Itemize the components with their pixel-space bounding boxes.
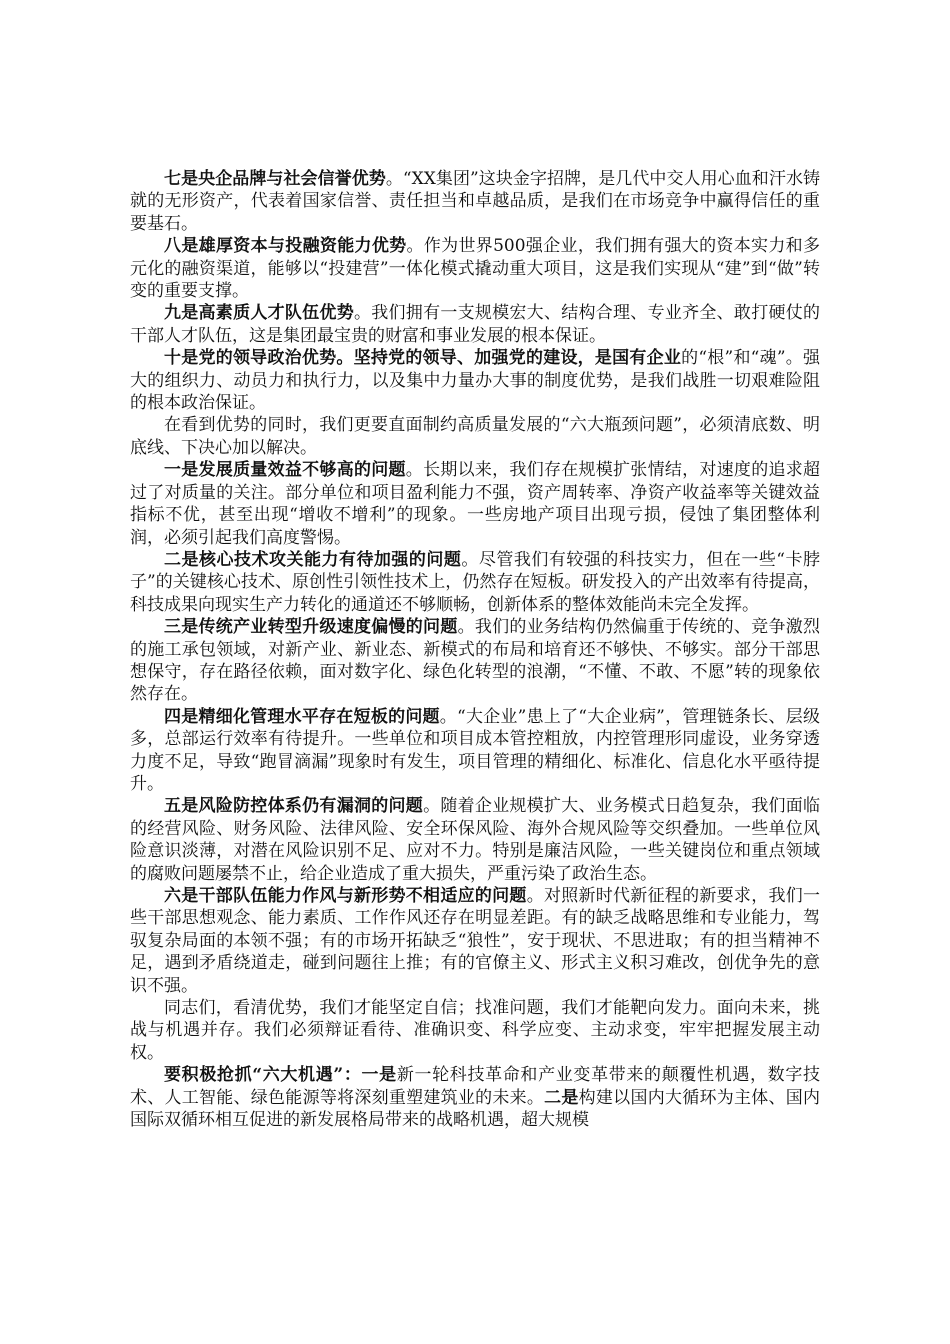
paragraph [130, 549, 820, 616]
paragraph-lead: 六是干部队伍能力作风与新形势不相适应的问题 [164, 886, 527, 906]
paragraph [130, 997, 820, 1064]
paragraph-text: 。尽管我们有较强的科技实力，但在一些“卡脖子”的关键核心技术、原创性引领性技术上，仍然存在短板。研发投入的产出效率有待提高，科技成果向现实生产力转化的通道还不够顺畅，创新体系的整体效能尚未完全发挥。 [130, 549, 820, 615]
paragraph-text: 。随着企业规模扩大、业务模式日趋复杂，我们面临的经营风险、财务风险、法律风险、安全环保风险、海外合规风险等交织叠加。一些单位风险意识淡薄，对潜在风险识别不足、应对不力。特别是廉洁风险，一些关键岗位和重点领域的腐败问题屡禁不止，给企业造成了重大损失，严重污染了政治生态。 [130, 796, 821, 884]
paragraph [130, 795, 820, 885]
paragraph-text: 。“大企业”患上了“大企业病”，管理链条长、层级多，总部运行效率有待提升。一些单位和项目成本管控粗放，内控管理形同虚设，业务穿透力度不足，导致“跑冒滴漏”现象时有发生，项目管理的精细化、标准化、信息化水平亟待提升。 [130, 706, 821, 794]
paragraph-lead: 二是核心技术攻关能力有待加强的问题 [164, 549, 462, 570]
paragraph [130, 459, 820, 549]
paragraph-text: 的“根”和“魂”。强大的组织力、动员力和执行力，以及集中力量办大事的制度优势，是我们战胜一切艰难险阻的根本政治保证。 [130, 348, 821, 414]
paragraph [130, 414, 820, 459]
paragraph-lead: 三是传统产业转型升级速度偏慢的问题 [164, 617, 458, 638]
paragraph [130, 235, 820, 302]
paragraph-lead: 九是高素质人才队伍优势 [164, 303, 354, 324]
paragraph-lead: 二是 [544, 1087, 579, 1108]
paragraph-text: 在看到优势的同时，我们更要直面制约高质量发展的“六大瓶颈问题”，必须清底数、明底线、下决心加以解决。 [130, 415, 820, 458]
paragraph-text: 。长期以来，我们存在规模扩张情结，对速度的追求超过了对质量的关注。部分单位和项目盈利能力不强，资产周转率、净资产收益率等关键效益指标不优，甚至出现“增收不增利”的现象。一些房地产项目出现亏损，侵蚀了集团整体利润，必须引起我们高度警惕。 [130, 460, 821, 548]
paragraph-lead: 十是党的领导政治优势。坚持党的领导、加强党的建设，是国有企业 [164, 348, 682, 369]
paragraph-opportunities [130, 1064, 820, 1131]
paragraph-list [130, 168, 820, 1064]
paragraph-text: 同志们，看清优势，我们才能坚定自信；找准问题，我们才能靶向发力。面向未来，挑战与机遇并存。我们必须辩证看待、准确识变、科学应变、主动求变，牢牢把握发展主动权。 [130, 998, 820, 1063]
paragraph-text: 。我们拥有一支规模宏大、结构合理、专业齐全、敢打硬仗的干部人才队伍，这是集团最宝贵的财富和事业发展的根本保证。 [130, 303, 821, 346]
document-page [130, 168, 820, 1131]
paragraph-text: 。“XX集团”这块金字招牌，是几代中交人用心血和汗水铸就的无形资产，代表着国家信誉、责任担当和卓越品质，是我们在市场竞争中赢得信任的重要基石。 [130, 169, 821, 234]
paragraph-text: 。我们的业务结构仍然偏重于传统的、竞争激烈的施工承包领域，对新产业、新业态、新模式的布局和培育还不够快、不够实。部分干部思想保守，存在路径依赖，面对数字化、绿色化转型的浪潮，“不懂、不敢、不愿”转的现象依然存在。 [130, 617, 820, 705]
paragraph [130, 706, 820, 796]
paragraph-lead: 八是雄厚资本与投融资能力优势 [164, 236, 407, 257]
paragraph-text: 。对照新时代新征程的新要求，我们一些干部思想观念、能力素质、工作作风还存在明显差距。有的缺乏战略思维和专业能力，驾驭复杂局面的本领不强；有的市场开拓缺乏“狼性”，安于现状、不思进取；有的担当精神不足，遇到矛盾绕道走，碰到问题往上推；有的官僚主义、形式主义积习难改，创优争先的意识不强。 [130, 886, 821, 996]
paragraph-lead: 一是发展质量效益不够高的问题 [164, 460, 406, 481]
paragraph-lead: 四是精细化管理水平存在短板的问题 [164, 706, 440, 727]
paragraph-text: 构建以国内大循环为主体、国内国际双循环相互促进的新发展格局带来的战略机遇，超大规模 [130, 1087, 821, 1131]
paragraph-text: 。作为世界500强企业，我们拥有强大的资本实力和多元化的融资渠道，能够以“投建营”一体化模式撬动重大项目，这是我们实现从“建”到“做”转变的重要支撑。 [130, 236, 821, 302]
paragraph [130, 616, 820, 706]
paragraph-lead: 五是风险防控体系仍有漏洞的问题 [164, 796, 424, 817]
paragraph [130, 347, 820, 414]
paragraph-text: 新一轮科技革命和产业变革带来的颠覆性机遇，数字技术、人工智能、绿色能源等将深刻重塑建筑业的未来。 [130, 1065, 821, 1108]
paragraph-lead: 七是央企品牌与社会信誉优势 [164, 169, 386, 189]
paragraph-lead: 要积极抢抓“六大机遇”：一是 [164, 1065, 397, 1086]
paragraph [130, 302, 820, 347]
paragraph [130, 885, 820, 997]
paragraph [130, 168, 820, 235]
